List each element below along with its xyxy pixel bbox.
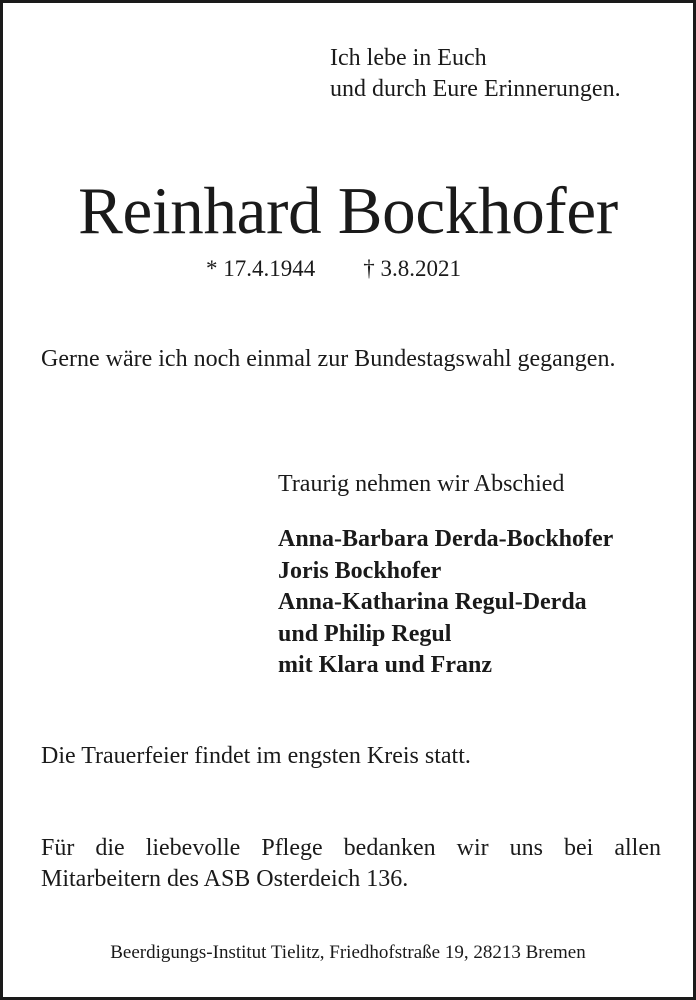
mourners-list [278, 524, 613, 682]
farewell-line: Traurig nehmen wir Abschied [278, 471, 565, 497]
ceremony-note: Die Trauerfeier findet im engsten Kreis statt. [41, 743, 471, 769]
birth-date: * 17.4.1944 [206, 256, 316, 281]
memorial-quote [330, 43, 621, 105]
life-dates [206, 255, 461, 283]
deceased-name: Reinhard Bockhofer [78, 174, 618, 248]
mourner-name: Joris Bockhofer [278, 557, 442, 584]
thanks-note: Für die liebevolle Pflege bedanken wir uns bei allen Mitarbeitern des ASB Osterdeich 136. [41, 835, 661, 892]
funeral-home-footer: Beerdigungs-Institut Tielitz, Friedhofstraße 19, 28213 Bremen [110, 942, 586, 963]
quote-line-1: Ich lebe in Euch [330, 45, 487, 71]
quote-line-2: und durch Eure Erinnerungen. [330, 76, 621, 102]
personal-message: Gerne wäre ich noch einmal zur Bundestagswahl gegangen. [41, 346, 616, 372]
mourner-name: Anna-Barbara Derda-Bockhofer [278, 526, 614, 552]
mourner-name: und Philip Regul [278, 620, 452, 647]
mourner-name: mit Klara und Franz [278, 652, 492, 678]
mourner-name: Anna-Katharina Regul-Derda [278, 589, 587, 615]
death-date: † 3.8.2021 [363, 256, 461, 281]
